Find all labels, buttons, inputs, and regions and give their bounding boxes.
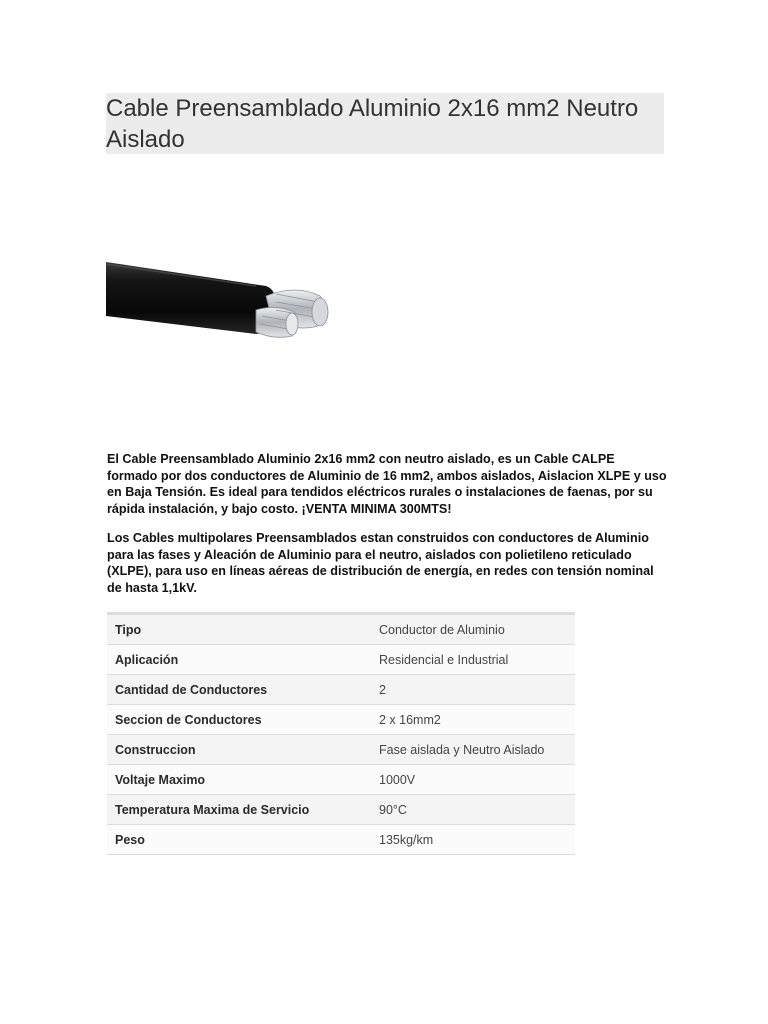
table-row — [107, 765, 575, 795]
spec-value: 2 x 16mm2 — [371, 705, 575, 735]
table-row — [107, 825, 575, 855]
table-row — [107, 795, 575, 825]
spec-label: Tipo — [107, 614, 371, 645]
table-row — [107, 705, 575, 735]
cable-image — [106, 250, 336, 345]
spec-value: 2 — [371, 675, 575, 705]
spec-label: Aplicación — [107, 645, 371, 675]
table-row — [107, 735, 575, 765]
spec-value: Conductor de Aluminio — [371, 614, 575, 645]
table-row — [107, 675, 575, 705]
spec-label: Voltaje Maximo — [107, 765, 371, 795]
spec-label: Construccion — [107, 735, 371, 765]
spec-value: 1000V — [371, 765, 575, 795]
table-row — [107, 645, 575, 675]
spec-label: Peso — [107, 825, 371, 855]
spec-value: Residencial e Industrial — [371, 645, 575, 675]
specs-table — [107, 612, 575, 855]
spec-label: Cantidad de Conductores — [107, 675, 371, 705]
page-title: Cable Preensamblado Aluminio 2x16 mm2 Neutro Aislado — [106, 95, 639, 153]
spec-value: 90°C — [371, 795, 575, 825]
spec-value: 135kg/km — [371, 825, 575, 855]
description-paragraph: Los Cables multipolares Preensamblados estan construidos con conductores de Aluminio para las fases y Aleación de Aluminio para el neutro, aislados con polietileno reticulado (XLPE), para uso en líneas aéreas de distribución de energía, en redes con tensión nominal de hasta 1,1kV. — [107, 531, 654, 595]
spec-value: Fase aislada y Neutro Aislado — [371, 735, 575, 765]
spec-label: Seccion de Conductores — [107, 705, 371, 735]
spec-label: Temperatura Maxima de Servicio — [107, 795, 371, 825]
description-paragraph: El Cable Preensamblado Aluminio 2x16 mm2 con neutro aislado, es un Cable CALPE formado por dos conductores de Aluminio de 16 mm2, ambos aislados, Aislacion XLPE y uso en Baja Tensión. Es ideal para tendidos eléctricos rurales o instalaciones de faenas, por su rápida instalación, y bajo costo. ¡VENTA MINIMA 300MTS! — [107, 452, 667, 516]
table-row — [107, 614, 575, 645]
